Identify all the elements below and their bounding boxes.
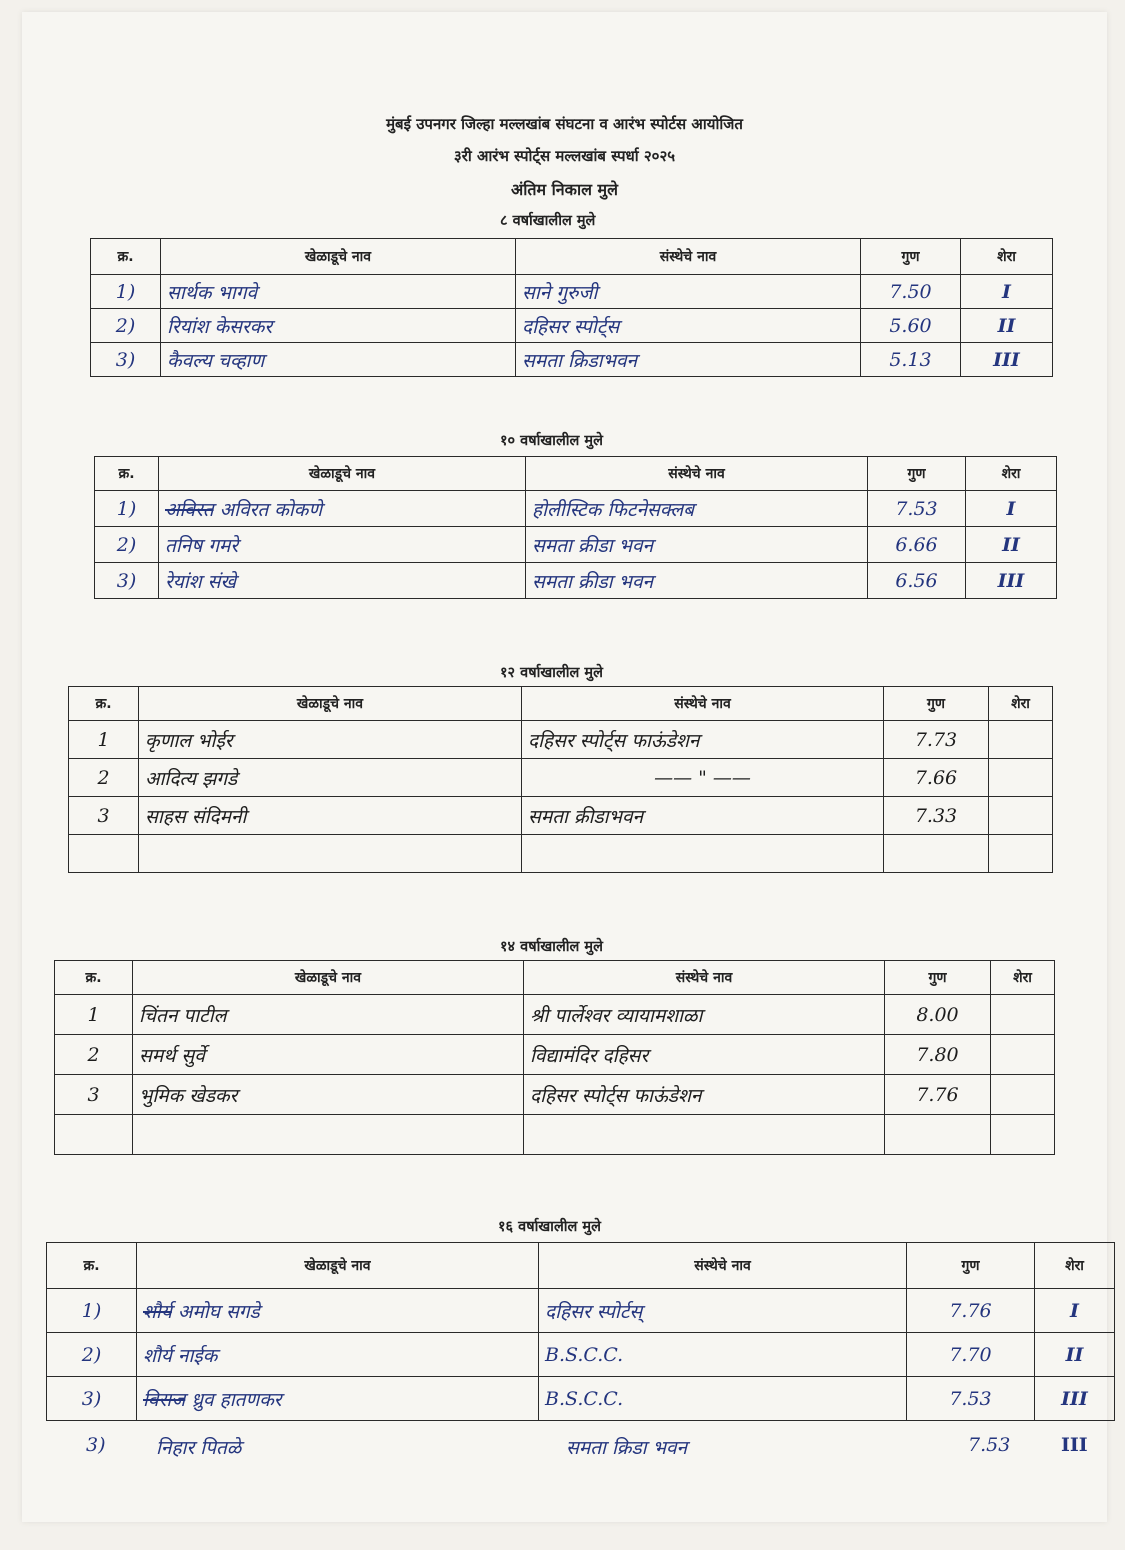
col-header-no: क्र. [95, 457, 159, 491]
table-row [69, 797, 1053, 835]
institute-name: दहिसर स्पोर्टस् [539, 1289, 907, 1333]
player-name: शौर्य अमोघ सगडे [137, 1289, 539, 1333]
table-row [91, 309, 1053, 343]
results-table-u16 [46, 1242, 1115, 1421]
empty-cell [139, 835, 522, 873]
table-row [95, 527, 1057, 563]
institute-name: साने गुरुजी [516, 275, 861, 309]
remark [989, 721, 1053, 759]
remark: I [1035, 1289, 1115, 1333]
col-header-remark: शेरा [991, 961, 1055, 995]
institute-name: विद्यामंदिर दहिसर [524, 1035, 885, 1075]
handwritten-extra-row [46, 1426, 1096, 1466]
score: 6.56 [868, 563, 966, 599]
score: 8.00 [885, 995, 991, 1035]
institute-name: B.S.C.C. [539, 1377, 907, 1421]
rank-number: 3) [86, 1434, 106, 1456]
remark: III [1061, 1434, 1088, 1456]
col-header-player: खेळाडूचे नाव [133, 961, 524, 995]
score: 7.80 [885, 1035, 991, 1075]
rank-number: 2) [95, 527, 159, 563]
rank-number: 2) [47, 1333, 137, 1377]
results-table-u8 [90, 238, 1053, 377]
remark [989, 797, 1053, 835]
player-name: सार्थक भागवे [161, 275, 516, 309]
player-name: रेयांश संखे [159, 563, 526, 599]
col-header-player: खेळाडूचे नाव [161, 239, 516, 275]
remark: II [1035, 1333, 1115, 1377]
player-name: समर्थ सुर्वे [133, 1035, 524, 1075]
heading-organizer: मुंबई उपनगर जिल्हा मल्लखांब संघटना व आरंभ स्पोर्टस आयोजित [386, 115, 743, 133]
table-row [47, 1377, 1115, 1421]
empty-cell [524, 1115, 885, 1155]
remark: II [961, 309, 1053, 343]
rank-number: 3 [55, 1075, 133, 1115]
institute-name: श्री पार्लेश्वर व्यायामशाळा [524, 995, 885, 1035]
remark: III [961, 343, 1053, 377]
table-row [91, 275, 1053, 309]
institute-name: B.S.C.C. [539, 1333, 907, 1377]
institute-name: समता क्रीडा भवन [526, 563, 868, 599]
score: 7.33 [884, 797, 989, 835]
institute-name: होलीस्टिक फिटनेसक्लब [526, 491, 868, 527]
score: 5.60 [861, 309, 961, 343]
struck-out-text: शौर्य [143, 1300, 172, 1323]
empty-cell [991, 1115, 1055, 1155]
table-row-empty [69, 835, 1053, 873]
struck-out-text: अविरत [165, 498, 214, 521]
rank-number: 2 [69, 759, 139, 797]
col-header-institute: संस्थेचे नाव [516, 239, 861, 275]
section-title-u10: १० वर्षाखालील मुले [500, 433, 603, 449]
col-header-score: गुण [868, 457, 966, 491]
table-row [47, 1289, 1115, 1333]
player-name: भुमिक खेडकर [133, 1075, 524, 1115]
rank-number: 3) [91, 343, 161, 377]
institute-name: समता क्रिडा भवन [566, 1437, 688, 1459]
player-name: आदित्य झगडे [139, 759, 522, 797]
score: 7.50 [861, 275, 961, 309]
player-name: विराज ध्रुव हातणकर [137, 1377, 539, 1421]
player-name: अविरत अविरत कोकणे [159, 491, 526, 527]
remark: II [966, 527, 1057, 563]
score: 7.53 [968, 1434, 1011, 1456]
col-header-remark: शेरा [961, 239, 1053, 275]
struck-out-text: विराज [143, 1388, 186, 1411]
institute-name: समता क्रीडा भवन [526, 527, 868, 563]
results-table-u14 [54, 960, 1055, 1155]
section-title-u16: १६ वर्षाखालील मुले [498, 1219, 601, 1235]
table-row-empty [55, 1115, 1055, 1155]
remark: III [966, 563, 1057, 599]
empty-cell [69, 835, 139, 873]
rank-number: 1) [95, 491, 159, 527]
col-header-score: गुण [884, 687, 989, 721]
institute-name: समता क्रिडाभवन [516, 343, 861, 377]
player-name: रियांश केसरकर [161, 309, 516, 343]
score: 6.66 [868, 527, 966, 563]
section-title-u8: ८ वर्षाखालील मुले [500, 213, 596, 229]
rank-number: 3) [95, 563, 159, 599]
institute-name: दहिसर स्पोर्ट्स फाऊंडेशन [524, 1075, 885, 1115]
player-name: साहस संदिमनी [139, 797, 522, 835]
remark [989, 759, 1053, 797]
col-header-player: खेळाडूचे नाव [159, 457, 526, 491]
player-name: कैवल्य चव्हाण [161, 343, 516, 377]
empty-cell [133, 1115, 524, 1155]
col-header-no: क्र. [47, 1243, 137, 1289]
rank-number: 2 [55, 1035, 133, 1075]
col-header-player: खेळाडूचे नाव [137, 1243, 539, 1289]
score: 7.70 [907, 1333, 1035, 1377]
empty-cell [55, 1115, 133, 1155]
remark: I [961, 275, 1053, 309]
empty-cell [989, 835, 1053, 873]
rank-number: 1) [47, 1289, 137, 1333]
player-name: कृणाल भोईर [139, 721, 522, 759]
results-sheet [22, 12, 1107, 1522]
empty-cell [522, 835, 884, 873]
institute-name: —— " —— [522, 759, 884, 797]
col-header-remark: शेरा [966, 457, 1057, 491]
table-row [55, 1035, 1055, 1075]
score: 7.53 [868, 491, 966, 527]
score: 7.53 [907, 1377, 1035, 1421]
col-header-remark: शेरा [989, 687, 1053, 721]
heading-final-result: अंतिम निकाल मुले [511, 180, 618, 199]
table-row [47, 1333, 1115, 1377]
col-header-institute: संस्थेचे नाव [524, 961, 885, 995]
table-row [55, 1075, 1055, 1115]
score: 7.66 [884, 759, 989, 797]
col-header-no: क्र. [69, 687, 139, 721]
col-header-no: क्र. [55, 961, 133, 995]
rank-number: 2) [91, 309, 161, 343]
col-header-institute: संस्थेचे नाव [526, 457, 868, 491]
rank-number: 1 [69, 721, 139, 759]
remark [991, 1035, 1055, 1075]
col-header-no: क्र. [91, 239, 161, 275]
score: 7.76 [907, 1289, 1035, 1333]
remark: I [966, 491, 1057, 527]
col-header-score: गुण [861, 239, 961, 275]
col-header-score: गुण [907, 1243, 1035, 1289]
table-row [55, 995, 1055, 1035]
institute-name: दहिसर स्पोर्ट्स फाऊंडेशन [522, 721, 884, 759]
remark [991, 995, 1055, 1035]
table-row [95, 563, 1057, 599]
section-title-u12: १२ वर्षाखालील मुले [500, 665, 603, 681]
empty-cell [884, 835, 989, 873]
empty-cell [885, 1115, 991, 1155]
player-name: शौर्य नाईक [137, 1333, 539, 1377]
institute-name: दहिसर स्पोर्ट्स [516, 309, 861, 343]
player-name: तनिष गमरे [159, 527, 526, 563]
results-table-u12 [68, 686, 1053, 873]
rank-number: 3) [47, 1377, 137, 1421]
remark [991, 1075, 1055, 1115]
heading-competition: ३री आरंभ स्पोर्ट्स मल्लखांब स्पर्धा २०२५ [453, 147, 676, 165]
table-row [95, 491, 1057, 527]
remark: III [1035, 1377, 1115, 1421]
col-header-remark: शेरा [1035, 1243, 1115, 1289]
section-title-u14: १४ वर्षाखालील मुले [500, 939, 603, 955]
col-header-institute: संस्थेचे नाव [539, 1243, 907, 1289]
rank-number: 1) [91, 275, 161, 309]
score: 5.13 [861, 343, 961, 377]
rank-number: 3 [69, 797, 139, 835]
results-table-u10 [94, 456, 1057, 599]
col-header-institute: संस्थेचे नाव [522, 687, 884, 721]
table-row [91, 343, 1053, 377]
player-name: चिंतन पाटील [133, 995, 524, 1035]
col-header-player: खेळाडूचे नाव [139, 687, 522, 721]
score: 7.76 [885, 1075, 991, 1115]
rank-number: 1 [55, 995, 133, 1035]
player-name: निहार पितळे [156, 1437, 242, 1459]
table-row [69, 721, 1053, 759]
score: 7.73 [884, 721, 989, 759]
institute-name: समता क्रीडाभवन [522, 797, 884, 835]
col-header-score: गुण [885, 961, 991, 995]
table-row [69, 759, 1053, 797]
